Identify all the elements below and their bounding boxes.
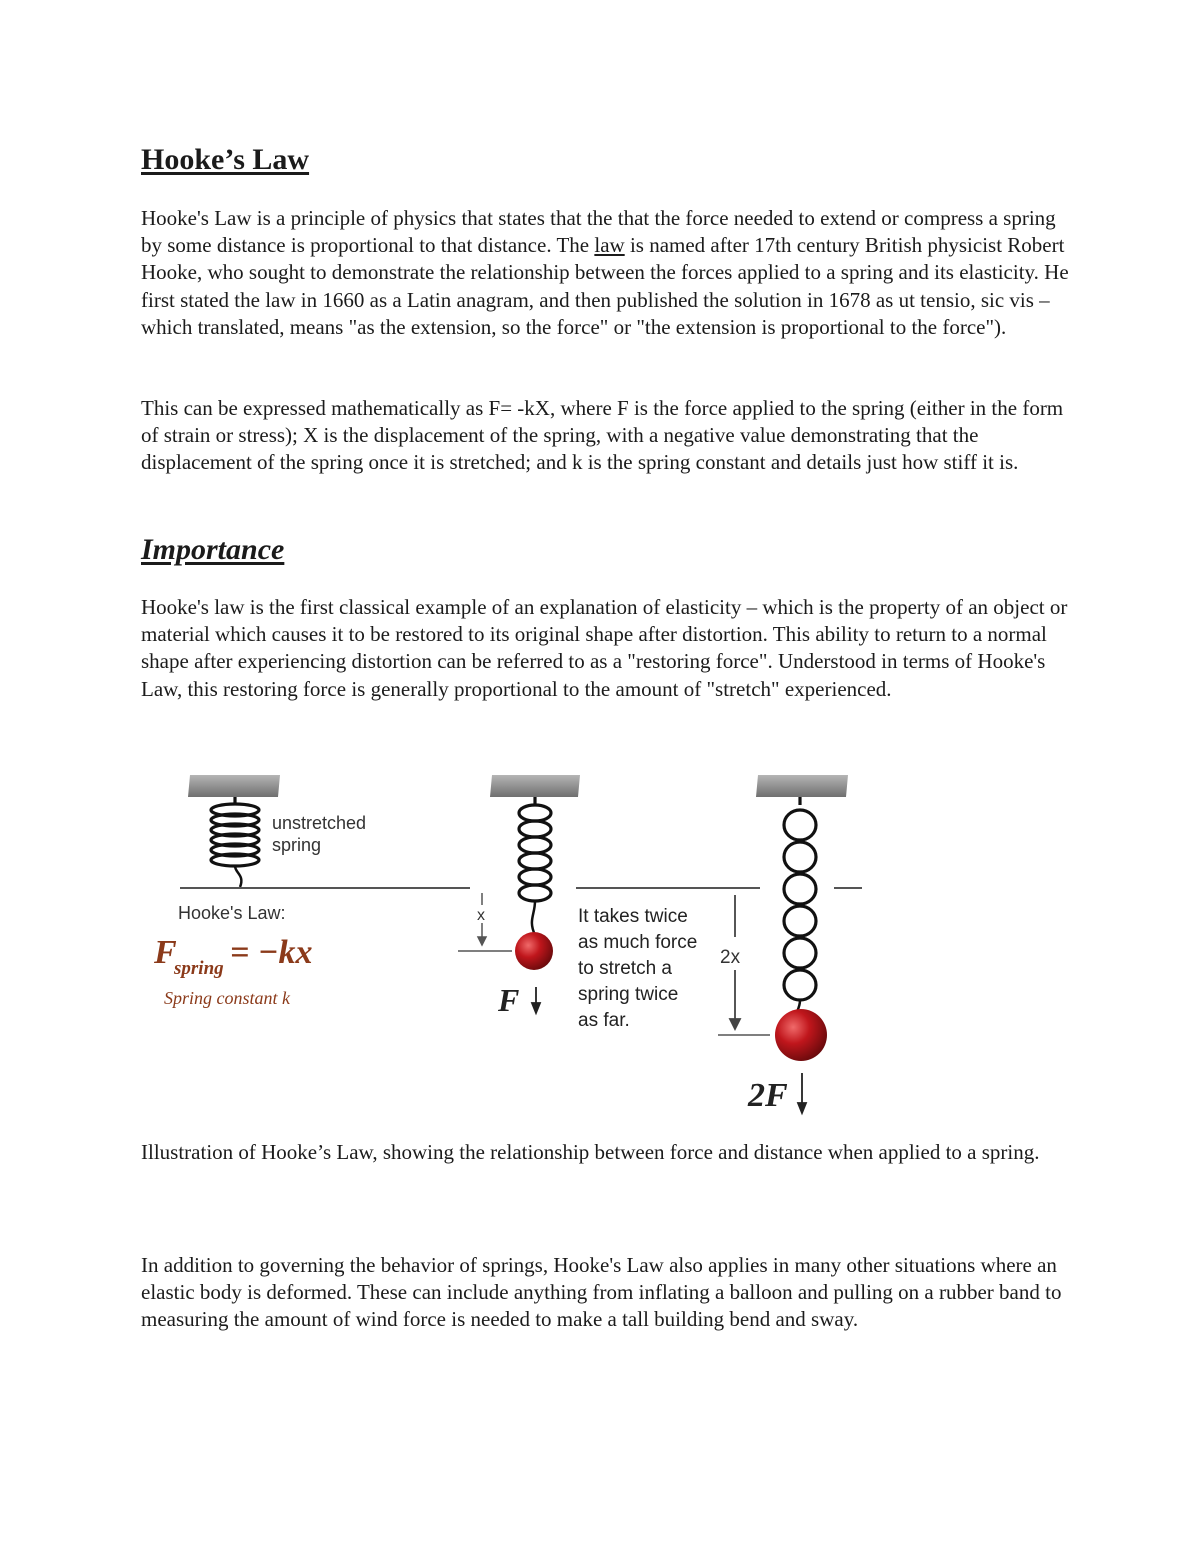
- formula-f: F: [154, 934, 177, 971]
- importance-paragraph: Hooke's law is the first classical example of an explanation of elasticity – which is the property of an object or material which causes it to be restored to its original shape after distortion. This ability to return to a normal shape after experiencing distortion can be referred to as a "restoring force". Understood in terms of Hooke's Law, this restoring force is generally proportional to the amount of "stretch" experienced.: [141, 595, 1068, 701]
- formula-rhs: = −kx: [230, 934, 313, 971]
- 2x-label: 2x: [720, 947, 741, 968]
- law-link[interactable]: law: [594, 233, 625, 258]
- figure-caption: Illustration of Hooke’s Law, showing the relationship between force and distance when applied to a spring.: [141, 1140, 1040, 1164]
- formula-paragraph: This can be expressed mathematically as F= -kX, where F is the force applied to the spring (either in the form of strain or stress); X is the displacement of the spring, with a negative value demonstrating that the displacement of the spring once it is stretched; and k is the spring constant and details just how stiff it is.: [141, 396, 1064, 475]
- page-title: Hooke’s Law: [141, 143, 310, 176]
- unstretched-label-line1: unstretched: [272, 813, 367, 833]
- note-line-4: spring twice: [578, 984, 679, 1005]
- note-line-5: as far.: [578, 1010, 630, 1031]
- ceiling-1: [188, 775, 280, 797]
- force-2f-label: 2F: [748, 1077, 788, 1114]
- note-line-1: It takes twice: [578, 906, 688, 927]
- unstretched-label-line2: spring: [272, 835, 322, 855]
- closing-paragraph: In addition to governing the behavior of springs, Hooke's Law also applies in many other situations where an elastic body is deformed. These can include anything from inflating a balloon and pulling on a rubber band to measuring the amount of wind force is needed to make a tall building bend and sway.: [141, 1253, 1062, 1332]
- ceiling-3: [756, 775, 848, 797]
- force-2f-arrow: [798, 1073, 806, 1113]
- intro-text-start: Hooke's Law is a principle of physics that states that the that the force needed to extend or compress a spring by some distance is proportional to that distance. The: [141, 206, 1056, 258]
- importance-heading: Importance: [141, 533, 285, 566]
- mass-2: [775, 1009, 827, 1061]
- hookes-law-label: Hooke's Law:: [178, 903, 286, 923]
- x-label: x: [477, 907, 485, 924]
- force-f-arrow: [532, 987, 540, 1013]
- intro-text-end: is named after 17th century British physicist Robert Hooke, who sought to demonstrate the relationship between the forces applied to a spring and its elasticity. He first stated the law in 1660 as a Latin anagram, and then published the solution in 1678 as ut tensio, sic vis – which translated, means "as the extension, so the force" or "the extension is proportional to the force").: [141, 233, 1069, 339]
- force-f-label: F: [498, 982, 520, 1018]
- hookes-law-figure: [150, 765, 880, 1135]
- note-line-3: to stretch a: [578, 958, 672, 979]
- intro-paragraph: [141, 205, 1071, 341]
- spring-stretched-2x: [784, 797, 816, 1023]
- ceiling-2: [490, 775, 580, 797]
- mass-1: [515, 932, 553, 970]
- note-line-2: as much force: [578, 932, 698, 953]
- spring-unstretched: [211, 797, 259, 887]
- spring-constant-label: Spring constant k: [164, 988, 290, 1008]
- spring-stretched-x: [519, 797, 551, 935]
- formula-subscript: spring: [174, 958, 224, 979]
